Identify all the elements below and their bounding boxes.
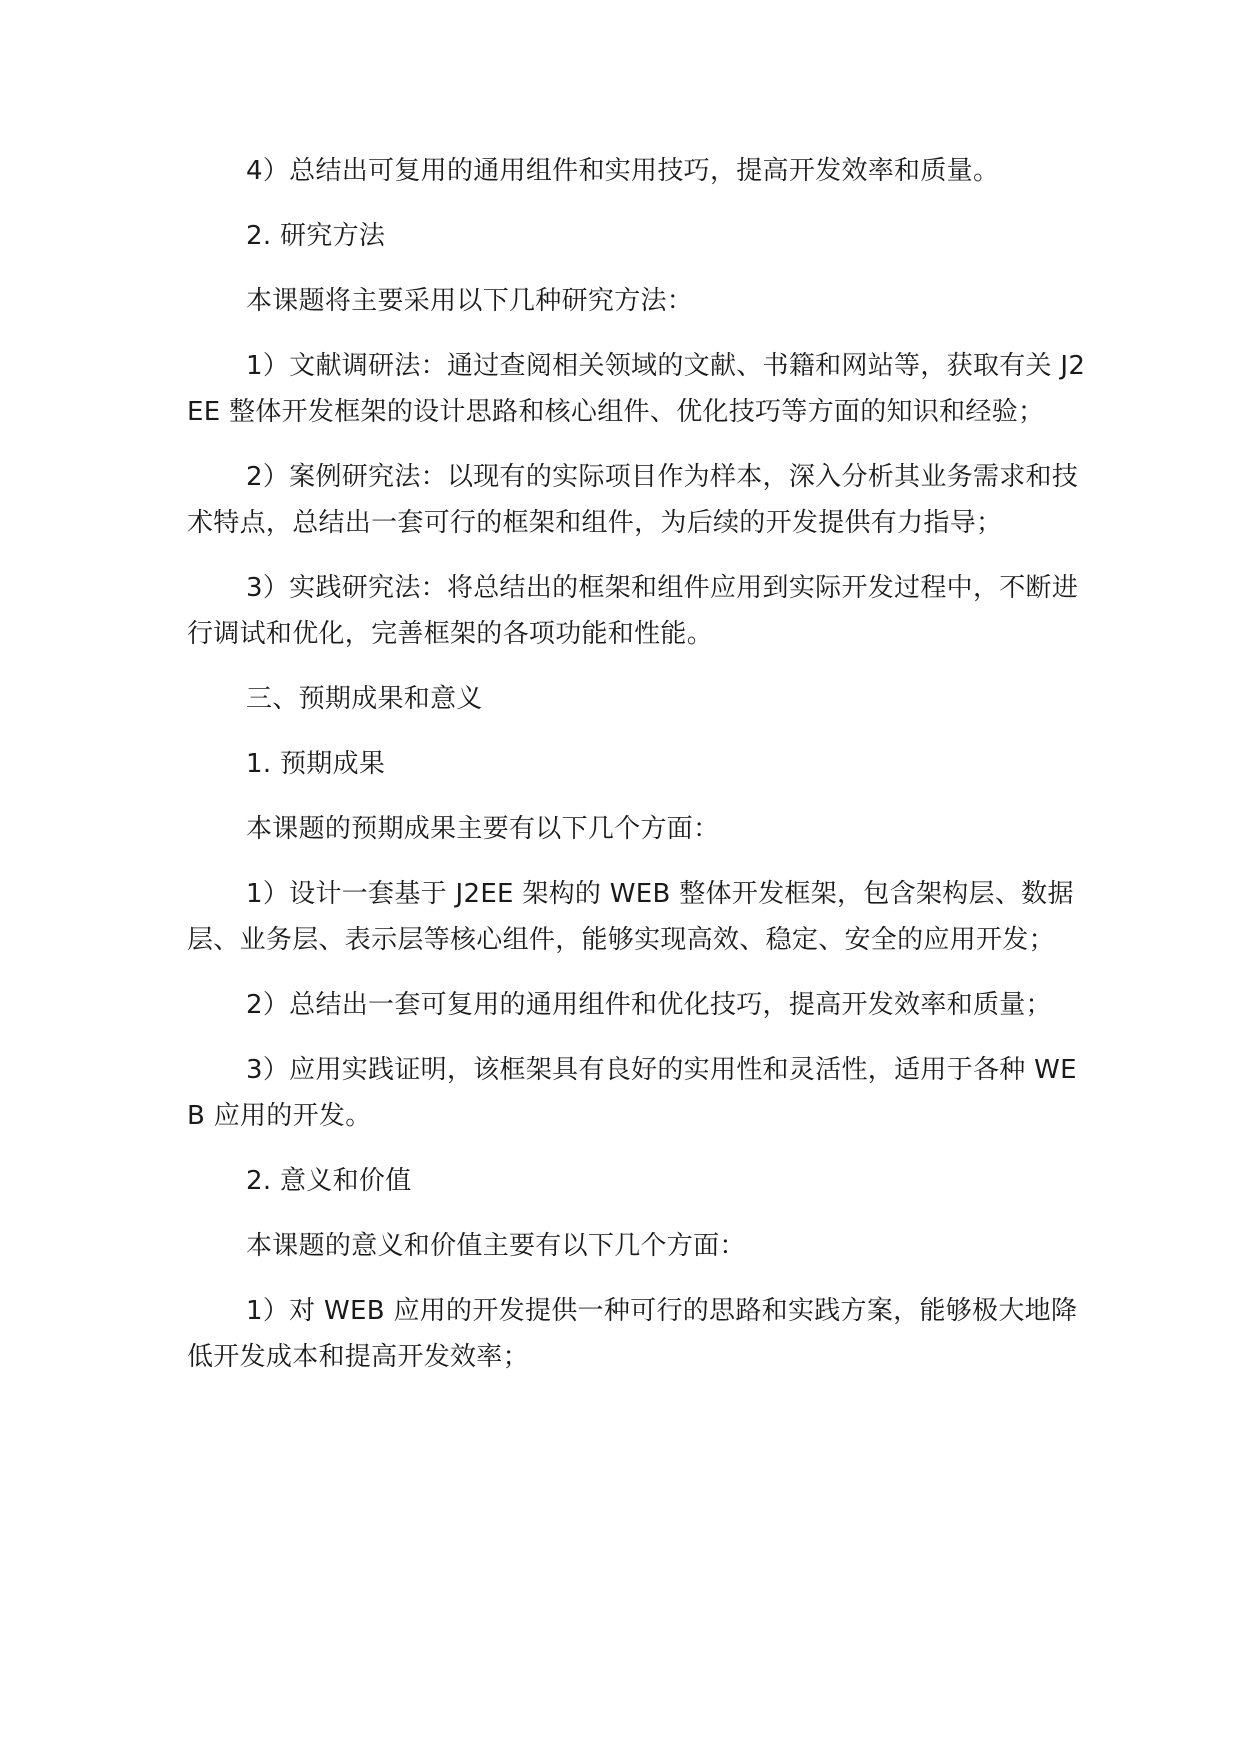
document-body — [187, 148, 1087, 1399]
list-item-summary-reusable-components: 4）总结出可复用的通用组件和实用技巧，提高开发效率和质量。 — [246, 156, 1000, 186]
list-item-practice-proof: 3）应用实践证明，该框架具有良好的实用性和灵活性，适用于各种 WEB 应用的开发。 — [187, 1055, 1077, 1131]
list-item-case-study-method: 2）案例研究法：以现有的实际项目作为样本，深入分析其业务需求和技术特点，总结出一套可行的框架和组件，为后续的开发提供有力指导； — [187, 462, 1079, 538]
section-heading-research-methods: 2. 研究方法 — [246, 221, 386, 251]
list-item-practice-method: 3）实践研究法：将总结出的框架和组件应用到实际开发过程中，不断进行调试和优化，完善框架的各项功能和性能。 — [187, 573, 1079, 649]
chapter-heading-expected-results: 三、预期成果和意义 — [246, 684, 483, 714]
list-item-web-dev-approach: 1）对 WEB 应用的开发提供一种可行的思路和实践方案，能够极大地降低开发成本和提高开发效率； — [187, 1296, 1078, 1372]
list-item-framework-design: 1）设计一套基于 J2EE 架构的 WEB 整体开发框架，包含架构层、数据层、业务层、表示层等核心组件，能够实现高效、稳定、安全的应用开发； — [187, 879, 1074, 955]
section-heading-expected-results: 1. 预期成果 — [246, 749, 386, 779]
section-heading-significance: 2. 意义和价值 — [246, 1166, 412, 1196]
significance-intro: 本课题的意义和价值主要有以下几个方面： — [246, 1231, 746, 1261]
list-item-literature-method: 1）文献调研法：通过查阅相关领域的文献、书籍和网站等，获取有关 J2EE 整体开发框架的设计思路和核心组件、优化技巧等方面的知识和经验； — [187, 351, 1086, 427]
list-item-reusable-components: 2）总结出一套可复用的通用组件和优化技巧，提高开发效率和质量； — [246, 990, 1052, 1020]
methods-intro: 本课题将主要采用以下几种研究方法： — [246, 286, 694, 316]
results-intro: 本课题的预期成果主要有以下几个方面： — [246, 814, 720, 844]
